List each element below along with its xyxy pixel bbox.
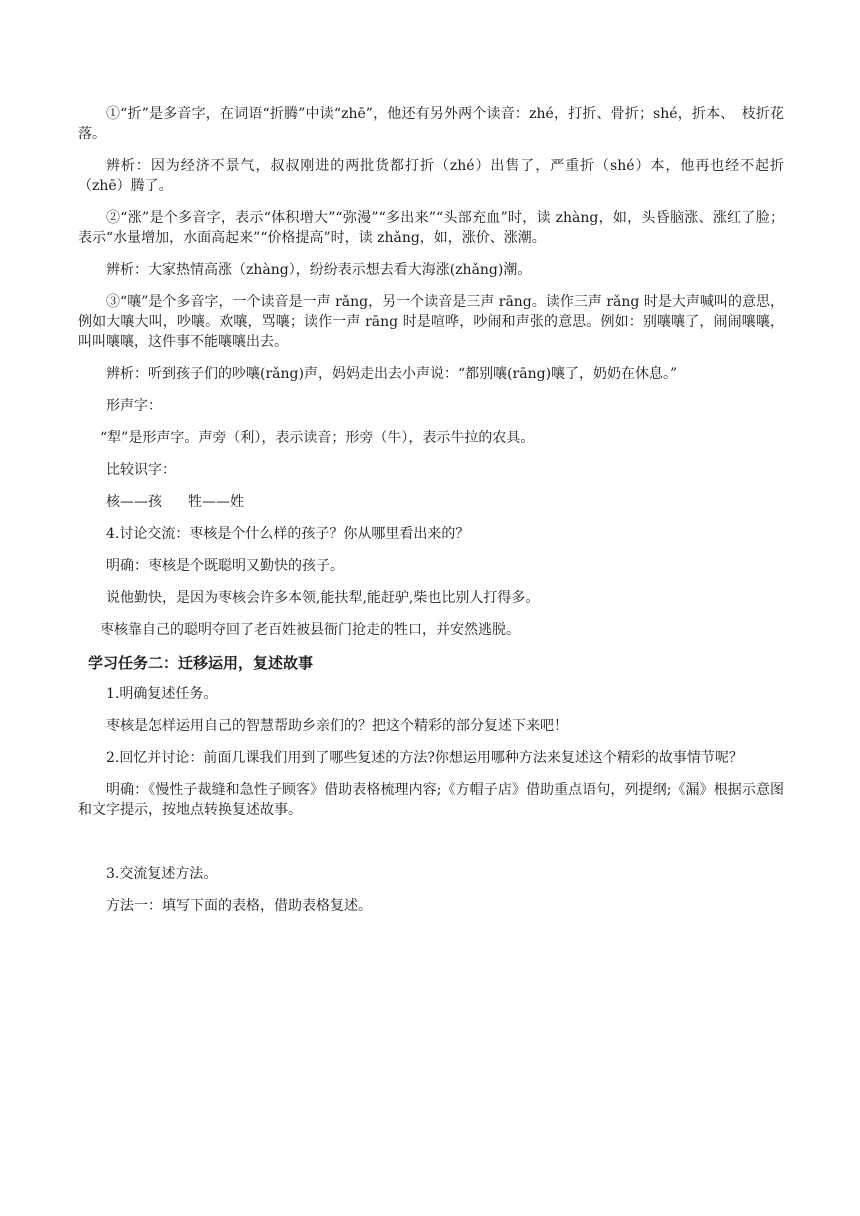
paragraph-rang-analysis: 辨析：听到孩子们的吵嚷(rǎng)声，妈妈走出去小声说：“都别嚷(rāng)嚷了，奶奶在休息。” [106,366,678,382]
compare-pair-1: 核——孩 [106,494,162,510]
compare-pair-2: 牲——姓 [188,494,244,510]
paragraph-clarify: 明确：枣核是个既聪明又勤快的孩子。 [106,558,344,574]
paragraph-phonetic-title: 形声字： [106,398,162,414]
paragraph-compare-title: 比较识字： [106,462,176,478]
paragraph-task-3: 3.交流复述方法。 [106,866,218,882]
paragraph-rang-readings: ③“嚷”是个多音字，一个读音是一声 rǎng，另一个读音是三声 rāng。读作三声 rǎng 时是大声喊叫的意思，例如大嚷大叫，吵嚷。欢嚷，骂嚷；读作一声 rāng 时是喧哗，吵闹和声张的意思。例如：别嚷嚷了，闹闹嚷嚷，叫叫嚷嚷，这件事不能嚷嚷出去。 [78,294,784,350]
paragraph-zhe-analysis: 辨析：因为经济不景气，叔叔刚进的两批货都打折（zhé）出售了，严重折（shé）本，他再也经不起折（zhē）腾了。 [78,158,784,194]
paragraph-zhang-readings: ②“涨”是个多音字，表示“体积增大”“弥漫”“多出来”“头部充血”时，读 zhàng，如，头昏脑涨、涨红了脸；表示“水量增加，水面高起来”“价格提高”时，读 zhǎng，如，涨价、涨潮。 [78,210,784,246]
paragraph-compare-chars [78,492,784,512]
paragraph-zhe-readings: ①“折”是多音字，在词语“折腾”中读“zhē”，他还有另外两个读音：zhé，打折、骨折；shé，折本、 枝折花落。 [78,106,784,142]
blank-spacer [78,832,784,864]
paragraph-li-explanation: “犁”是形声字。声旁（利），表示读音；形旁（牛），表示牛拉的农具。 [100,430,535,446]
paragraph-discussion: 4.讨论交流：枣核是个什么样的孩子？你从哪里看出来的？ [106,526,470,542]
paragraph-diligent: 说他勤快，是因为枣核会许多本领,能扶犁,能赶驴,柴也比别人打得多。 [106,590,540,606]
section-heading-task-two: 学习任务二：迁移运用，复述故事 [88,654,314,672]
paragraph-methods-clarify: 明确：《慢性子裁缝和急性子顾客》借助表格梳理内容;《方帽子店》借助重点语句，列提纲;《漏》根据示意图和文字提示，按地点转换复述故事。 [78,782,784,818]
paragraph-clever: 枣核靠自己的聪明夺回了老百姓被县衙门抢走的牲口，并安然逃脱。 [100,622,520,638]
paragraph-task-2: 2.回忆并讨论：前面几课我们用到了哪些复述的方法?你想运用哪种方法来复述这个精彩的故事情节呢？ [106,750,743,766]
paragraph-task-1: 1.明确复述任务。 [106,686,218,702]
paragraph-zhang-analysis: 辨析：大家热情高涨（zhàng），纷纷表示想去看大海涨(zhǎng)潮。 [106,262,532,278]
paragraph-task-question: 枣核是怎样运用自己的智慧帮助乡亲们的？把这个精彩的部分复述下来吧！ [106,718,568,734]
paragraph-method-one: 方法一：填写下面的表格，借助表格复述。 [106,898,372,914]
